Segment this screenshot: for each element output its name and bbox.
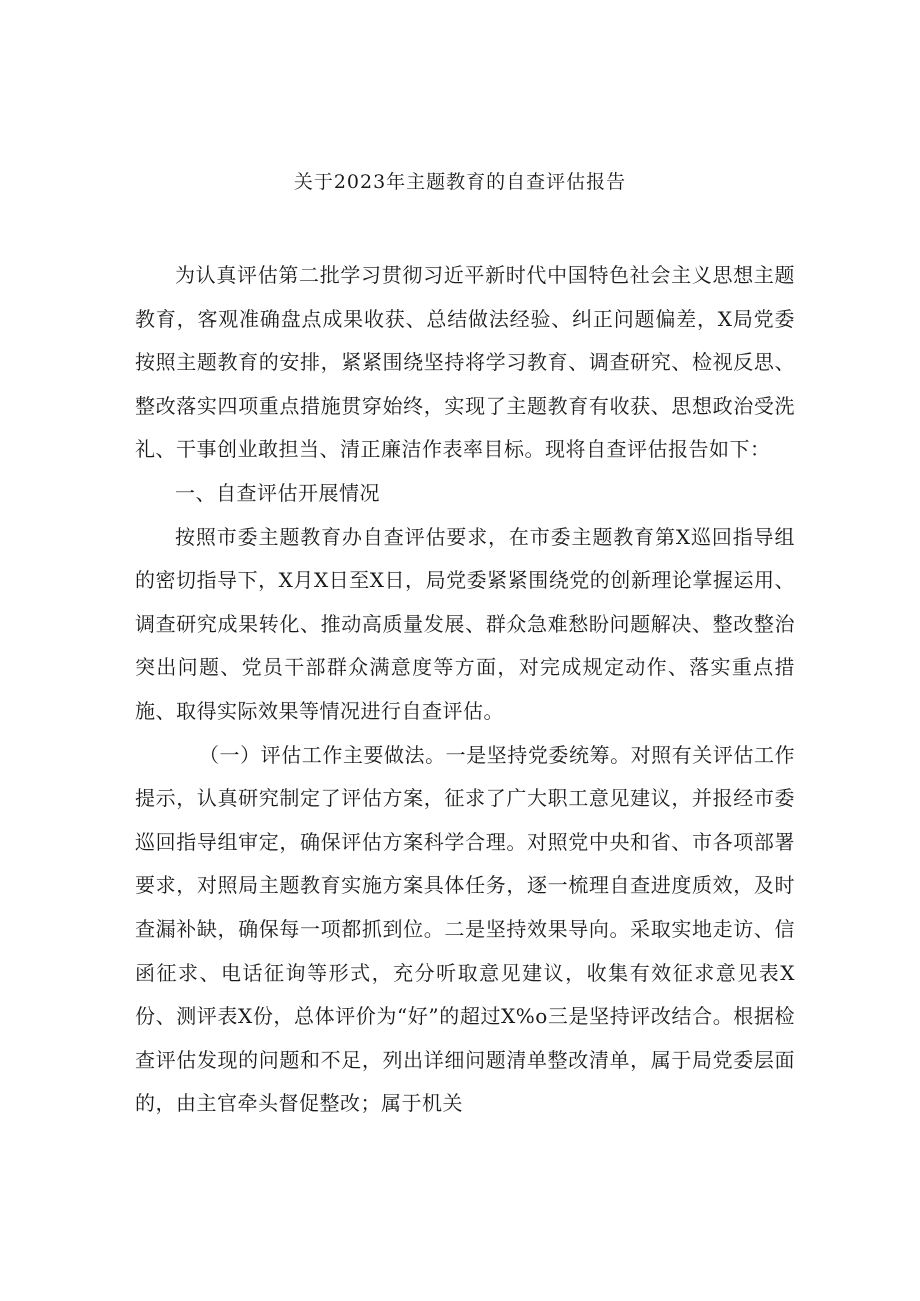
document-body [135,254,795,1126]
subsection-paragraph: （一）评估工作主要做法。一是坚持党委统筹。对照有关评估工作提示，认真研究制定了评估方案，征求了广大职工意见建议，并报经市委巡回指导组审定，确保评估方案科学合理。对照党中央和省、市各项部署要求，对照局主题教育实施方案具体任务，逐一梳理自查进度质效，及时查漏补缺，确保每一项都抓到位。二是坚持效果导向。采取实地走访、信函征求、电话征询等形式，充分听取意见建议，收集有效征求意见表X份、测评表X份，总体评价为“好”的超过X%o三是坚持评改结合。根据检查评估发现的问题和不足，列出详细问题清单整改清单，属于局党委层面的，由主官牵头督促整改；属于机关 [135,742,795,1116]
intro-paragraph: 为认真评估第二批学习贯彻习近平新时代中国特色社会主义思想主题教育，客观准确盘点成果收获、总结做法经验、纠正问题偏差，X局党委按照主题教育的安排，紧紧围绕坚持将学习教育、调查研究、检视反思、整改落实四项重点措施贯穿始终，实现了主题教育有收获、思想政治受洗礼、干事创业敢担当、清正廉洁作表率目标。现将自查评估报告如下： [135,263,795,462]
section-paragraph: 按照市委主题教育办自查评估要求，在市委主题教育第X巡回指导组的密切指导下，X月X日至X日，局党委紧紧围绕党的创新理论掌握运用、调查研究成果转化、推动高质量发展、群众急难愁盼问题解决、整改整治突出问题、党员干部群众满意度等方面，对完成规定动作、落实重点措施、取得实际效果等情况进行自查评估。 [135,524,795,723]
section-heading: 一、自查评估开展情况 [175,480,380,505]
document-title: 关于2023年主题教育的自查评估报告 [293,171,627,193]
